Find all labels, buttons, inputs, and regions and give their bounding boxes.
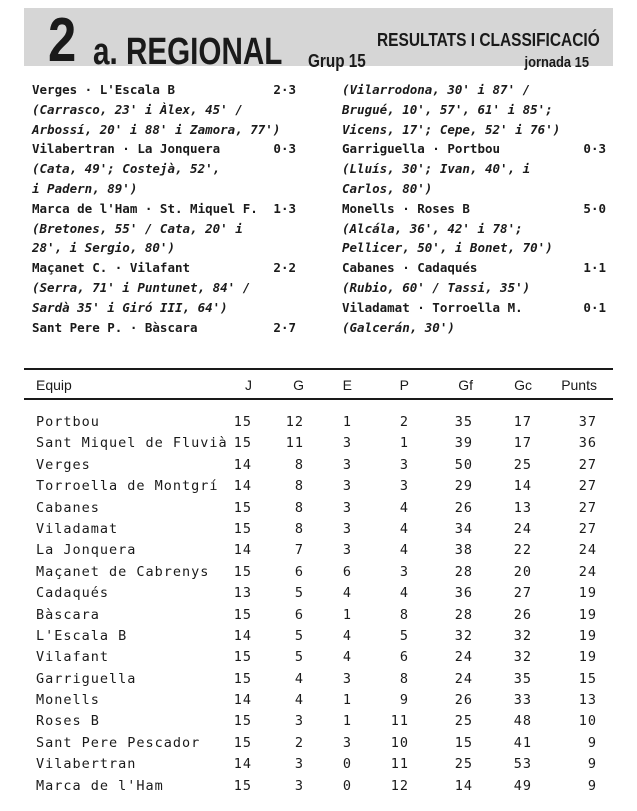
stat-cell: 32 — [454, 627, 473, 644]
stat-cell: 26 — [454, 692, 473, 709]
standings-header — [24, 368, 613, 400]
match-score: 2·2 — [273, 260, 296, 276]
stat-cell: 1 — [342, 692, 352, 709]
team-name: Torroella de Montgrí — [36, 478, 219, 495]
stat-cell: 24 — [578, 542, 597, 559]
stat-cell: 27 — [578, 456, 597, 473]
stat-cell: 13 — [578, 692, 597, 709]
stat-cell: 27 — [578, 478, 597, 495]
team-name: Vilafant — [36, 649, 110, 666]
stat-cell: 6 — [294, 563, 304, 580]
match-scorers: Arbossí, 20' i 88' i Zamora, 77') — [32, 121, 281, 137]
stat-cell: 4 — [399, 499, 409, 516]
match-scorers: 28', i Sergio, 80') — [32, 240, 175, 256]
stat-cell: 32 — [513, 627, 532, 644]
stat-cell: 13 — [233, 585, 252, 602]
stat-cell: 15 — [233, 713, 252, 730]
table-row — [0, 412, 637, 433]
match-teams: Vilabertran · La Jonquera — [32, 141, 221, 157]
stat-cell: 6 — [294, 606, 304, 623]
stat-cell: 14 — [513, 478, 532, 495]
team-name: Garriguella — [36, 670, 137, 687]
match-result — [342, 199, 606, 258]
table-row — [0, 476, 637, 497]
stat-cell: 10 — [578, 713, 597, 730]
team-name: La Jonquera — [36, 542, 137, 559]
stat-cell: 3 — [399, 456, 409, 473]
stat-cell: 26 — [454, 499, 473, 516]
table-row — [0, 455, 637, 476]
match-line — [32, 318, 296, 338]
stat-cell: 50 — [454, 456, 473, 473]
stat-cell: 3 — [342, 456, 352, 473]
stat-cell: 15 — [233, 606, 252, 623]
stat-cell: 29 — [454, 478, 473, 495]
stat-cell: 27 — [513, 585, 532, 602]
stat-cell: 15 — [233, 734, 252, 751]
match-teams: Marca de l'Ham · St. Miquel F. — [32, 200, 258, 216]
match-score: 1·1 — [583, 260, 606, 276]
column-header: J — [245, 377, 252, 393]
stat-cell: 3 — [399, 478, 409, 495]
match-result — [342, 80, 606, 139]
match-line — [342, 139, 606, 159]
table-row — [0, 647, 637, 668]
stat-cell: 15 — [578, 670, 597, 687]
match-scorers: (Bretones, 55' / Cata, 20' i — [32, 220, 243, 236]
match-line — [32, 199, 296, 219]
stat-cell: 26 — [513, 606, 532, 623]
match-score: 5·0 — [583, 200, 606, 216]
table-row — [0, 562, 637, 583]
match-scorers: (Alcála, 36', 42' i 78'; — [342, 220, 523, 236]
stat-cell: 35 — [513, 670, 532, 687]
stat-cell: 12 — [285, 414, 304, 430]
stat-cell: 4 — [342, 627, 352, 644]
stat-cell: 1 — [342, 606, 352, 623]
stat-cell: 11 — [390, 756, 409, 773]
match-score: 1·3 — [273, 200, 296, 216]
team-name: Cadaqués — [36, 585, 110, 602]
team-name: L'Escala B — [36, 627, 128, 644]
table-row — [0, 733, 637, 754]
stat-cell: 25 — [454, 756, 473, 773]
stat-cell: 3 — [342, 734, 352, 751]
stat-cell: 8 — [294, 520, 304, 537]
stat-cell: 0 — [342, 777, 352, 794]
stat-cell: 20 — [513, 563, 532, 580]
stat-cell: 6 — [399, 649, 409, 666]
group-label: Grup 15 — [308, 51, 366, 71]
stat-cell: 3 — [342, 478, 352, 495]
stat-cell: 8 — [294, 456, 304, 473]
match-line — [32, 139, 296, 159]
stat-cell: 4 — [294, 670, 304, 687]
stat-cell: 1 — [342, 713, 352, 730]
results-left-column — [32, 80, 296, 337]
stat-cell: 24 — [578, 563, 597, 580]
match-scorers: Pellicer, 50', i Bonet, 70') — [342, 240, 553, 256]
stat-cell: 3 — [342, 542, 352, 559]
stat-cell: 1 — [342, 414, 352, 430]
match-result — [32, 318, 296, 338]
match-scorers: (Serra, 71' i Puntunet, 84' / — [32, 279, 251, 295]
table-row — [0, 583, 637, 604]
stat-cell: 15 — [233, 670, 252, 687]
match-score: 0·3 — [273, 141, 296, 157]
stat-cell: 36 — [454, 585, 473, 602]
round-label: jornada 15 — [524, 54, 589, 71]
stat-cell: 9 — [587, 756, 597, 773]
team-name: Maçanet de Cabrenys — [36, 563, 210, 580]
stat-cell: 6 — [342, 563, 352, 580]
match-scorers: Brugué, 10', 57', 61' i 85'; — [342, 101, 553, 117]
table-row — [0, 433, 637, 454]
column-header: Gf — [458, 377, 473, 393]
stat-cell: 1 — [399, 435, 409, 452]
stat-cell: 15 — [233, 563, 252, 580]
stat-cell: 3 — [342, 670, 352, 687]
stat-cell: 4 — [342, 649, 352, 666]
table-row — [0, 540, 637, 561]
stat-cell: 24 — [454, 670, 473, 687]
stat-cell: 11 — [390, 713, 409, 730]
match-scorers: (Carrasco, 23' i Àlex, 45' / — [32, 101, 243, 117]
match-line — [32, 258, 296, 278]
stat-cell: 28 — [454, 606, 473, 623]
stat-cell: 17 — [513, 414, 532, 430]
stat-cell: 14 — [454, 777, 473, 794]
column-header: Punts — [561, 377, 597, 393]
match-result — [32, 199, 296, 258]
stat-cell: 15 — [233, 499, 252, 516]
stat-cell: 32 — [513, 649, 532, 666]
match-line — [342, 258, 606, 278]
match-teams: Cabanes · Cadaqués — [342, 260, 478, 276]
stat-cell: 5 — [294, 627, 304, 644]
stat-cell: 24 — [513, 520, 532, 537]
table-row — [0, 776, 637, 797]
stat-cell: 4 — [399, 542, 409, 559]
stat-cell: 49 — [513, 777, 532, 794]
team-name: Monells — [36, 692, 100, 709]
stat-cell: 19 — [578, 606, 597, 623]
stat-cell: 7 — [294, 542, 304, 559]
match-result — [32, 258, 296, 317]
stat-cell: 41 — [513, 734, 532, 751]
stat-cell: 27 — [578, 499, 597, 516]
team-name: Portbou — [36, 414, 100, 430]
match-scorers: (Lluís, 30'; Ivan, 40', i — [342, 161, 531, 177]
stat-cell: 14 — [233, 456, 252, 473]
match-teams: Viladamat · Torroella M. — [342, 299, 523, 315]
page-header — [24, 6, 613, 75]
stat-cell: 5 — [294, 585, 304, 602]
team-name: Vilabertran — [36, 756, 137, 773]
stat-cell: 8 — [399, 670, 409, 687]
table-row — [0, 605, 637, 626]
column-header: Gc — [514, 377, 532, 393]
stat-cell: 14 — [233, 478, 252, 495]
match-scorers: Vicens, 17'; Cepe, 52' i 76') — [342, 121, 561, 137]
table-row — [0, 626, 637, 647]
stat-cell: 5 — [294, 649, 304, 666]
match-score: 2·7 — [273, 319, 296, 335]
table-row — [0, 669, 637, 690]
stat-cell: 19 — [578, 649, 597, 666]
stat-cell: 25 — [513, 456, 532, 473]
stat-cell: 24 — [454, 649, 473, 666]
column-header: G — [293, 377, 304, 393]
stat-cell: 14 — [233, 542, 252, 559]
table-row — [0, 711, 637, 732]
stat-cell: 3 — [342, 520, 352, 537]
stat-cell: 3 — [294, 713, 304, 730]
match-scorers: Sardà 35' i Giró III, 64') — [32, 299, 228, 315]
team-name: Viladamat — [36, 520, 119, 537]
section-subtitle: RESULTATS I CLASSIFICACIÓ — [377, 30, 600, 50]
team-name: Verges — [36, 456, 91, 473]
stat-cell: 9 — [399, 692, 409, 709]
stat-cell: 22 — [513, 542, 532, 559]
team-name: Cabanes — [36, 499, 100, 516]
team-name: Bàscara — [36, 606, 100, 623]
stat-cell: 15 — [233, 435, 252, 452]
match-teams: Verges · L'Escala B — [32, 82, 175, 97]
stat-cell: 15 — [233, 520, 252, 537]
match-scorers: (Rubio, 60' / Tassi, 35') — [342, 279, 531, 295]
stat-cell: 36 — [578, 435, 597, 452]
match-line — [342, 199, 606, 219]
stat-cell: 33 — [513, 692, 532, 709]
stat-cell: 34 — [454, 520, 473, 537]
stat-cell: 37 — [578, 414, 597, 430]
match-scorers: Carlos, 80') — [342, 180, 433, 196]
stat-cell: 8 — [294, 499, 304, 516]
stat-cell: 14 — [233, 756, 252, 773]
match-teams: Monells · Roses B — [342, 200, 470, 216]
stat-cell: 4 — [399, 520, 409, 537]
match-teams: Sant Pere P. · Bàscara — [32, 319, 198, 335]
stat-cell: 28 — [454, 563, 473, 580]
match-teams: Garriguella · Portbou — [342, 141, 501, 157]
stat-cell: 19 — [578, 585, 597, 602]
match-result — [32, 80, 296, 139]
stat-cell: 25 — [454, 713, 473, 730]
stat-cell: 3 — [294, 756, 304, 773]
match-score: 0·1 — [583, 299, 606, 315]
stat-cell: 4 — [399, 585, 409, 602]
match-scorers: (Cata, 49'; Costejà, 52', — [32, 161, 221, 177]
match-line — [32, 80, 296, 100]
match-scorers: (Vilarrodona, 30' i 87' / — [342, 82, 531, 97]
stat-cell: 15 — [233, 777, 252, 794]
stat-cell: 4 — [342, 585, 352, 602]
division-title: a. REGIONAL — [93, 31, 283, 73]
match-result — [342, 139, 606, 198]
stat-cell: 15 — [454, 734, 473, 751]
match-score: 2·3 — [273, 82, 296, 97]
stat-cell: 11 — [285, 435, 304, 452]
team-name: Sant Pere Pescador — [36, 734, 201, 751]
stat-cell: 5 — [399, 627, 409, 644]
stat-cell: 14 — [233, 692, 252, 709]
column-header: E — [342, 377, 352, 393]
stat-cell: 4 — [294, 692, 304, 709]
results-right-column — [342, 80, 606, 337]
team-name: Sant Miquel de Fluvià — [36, 435, 228, 452]
stat-cell: 3 — [399, 563, 409, 580]
match-scorers: (Galcerán, 30') — [342, 319, 455, 335]
stat-cell: 9 — [587, 777, 597, 794]
standings-table — [0, 412, 637, 797]
stat-cell: 19 — [578, 627, 597, 644]
division-number: 2 — [48, 6, 75, 75]
stat-cell: 3 — [294, 777, 304, 794]
stat-cell: 2 — [294, 734, 304, 751]
match-result — [32, 139, 296, 198]
stat-cell: 3 — [342, 435, 352, 452]
stat-cell: 35 — [454, 414, 473, 430]
stat-cell: 15 — [233, 414, 252, 430]
stat-cell: 27 — [578, 520, 597, 537]
table-row — [0, 498, 637, 519]
table-row — [0, 519, 637, 540]
stat-cell: 9 — [587, 734, 597, 751]
stat-cell: 8 — [399, 606, 409, 623]
team-name: Marca de l'Ham — [36, 777, 164, 794]
match-teams: Maçanet C. · Vilafant — [32, 260, 191, 276]
column-header: P — [399, 377, 409, 393]
stat-cell: 38 — [454, 542, 473, 559]
match-scorers: i Padern, 89') — [32, 180, 138, 196]
stat-cell: 14 — [233, 627, 252, 644]
stat-cell: 2 — [399, 414, 409, 430]
stat-cell: 15 — [233, 649, 252, 666]
stat-cell: 13 — [513, 499, 532, 516]
stat-cell: 53 — [513, 756, 532, 773]
team-name: Roses B — [36, 713, 100, 730]
stat-cell: 17 — [513, 435, 532, 452]
table-row — [0, 690, 637, 711]
stat-cell: 12 — [390, 777, 409, 794]
table-row — [0, 754, 637, 775]
stat-cell: 48 — [513, 713, 532, 730]
stat-cell: 0 — [342, 756, 352, 773]
column-header: Equip — [36, 377, 72, 393]
match-score: 0·3 — [583, 141, 606, 157]
stat-cell: 3 — [342, 499, 352, 516]
stat-cell: 39 — [454, 435, 473, 452]
stat-cell: 10 — [390, 734, 409, 751]
match-line — [342, 298, 606, 318]
stat-cell: 8 — [294, 478, 304, 495]
match-result — [342, 298, 606, 338]
match-result — [342, 258, 606, 298]
